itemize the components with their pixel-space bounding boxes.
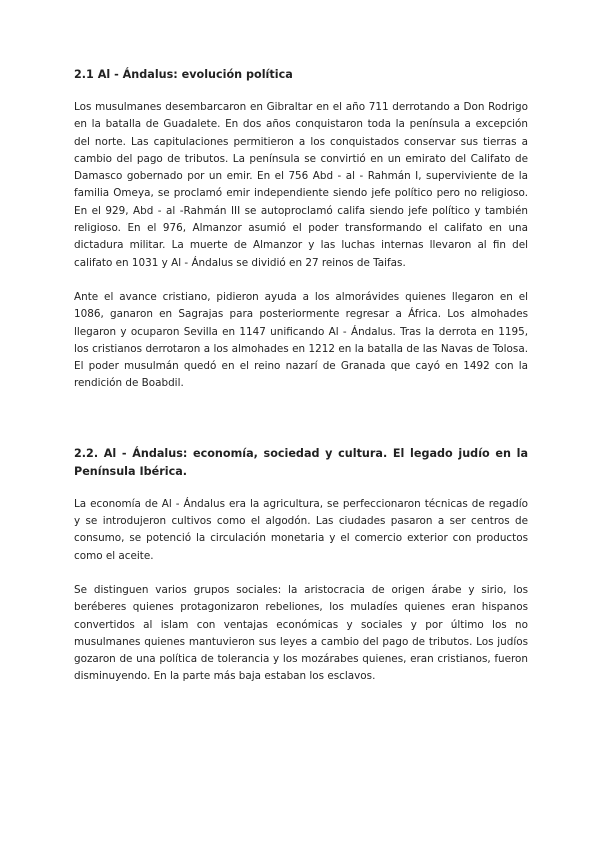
section-2-paragraph-1: La economía de Al - Ándalus era la agricultura, se perfeccionaron técnicas de regadío y se introdujeron cultivos como el algodón. Las ciudades pasaron a ser centros de consumo, se potenció la circulación monetaria y el comercio exterior con productos como el aceite. [74,497,528,562]
section-1-title: 2.1 Al - Ándalus: evolución política [74,68,293,81]
document-page [74,66,528,686]
section-2-title: 2.2. Al - Ándalus: economía, sociedad y cultura. El legado judío en la Península Ibérica. [74,446,528,478]
section-1-paragraph-1: Los musulmanes desembarcaron en Gibraltar en el año 711 derrotando a Don Rodrigo en la batalla de Guadalete. En dos años conquistaron toda la península a excepción del norte. Las capitulaciones permitieron a los conquistados conservar sus tierras a cambio del pago de tributos. La península se convirtió en un emirato del Califato de Damasco gobernado por un emir. En el 756 Abd - al - Rahmán I, superviviente de la familia Omeya, se proclamó emir independiente siendo jefe político pero no religioso. En el 929, Abd - al -Rahmán III se autoproclamó califa siendo jefe político y también religioso. En el 976, Almanzor asumió el poder transformando el califato en una dictadura militar. La muerte de Almanzor y las luchas internas llevaron al fin del califato en 1031 y Al - Ándalus se dividió en 27 reinos de Taifas. [74,101,528,269]
section-1-paragraph-2: Ante el avance cristiano, pidieron ayuda a los almorávides quienes llegaron en el 1086, ganaron en Sagrajas para posteriormente regresar a África. Los almohades llegaron y ocuparon Sevilla en 1147 unificando Al - Ándalus. Tras la derrota en 1195, los cristianos derrotaron a los almohades en 1212 en la batalla de las Navas de Tolosa. El poder musulmán quedó en el reino nazarí de Granada que cayó en 1492 con la rendición de Boabdil. [74,290,528,390]
section-2-paragraph-2: Se distinguen varios grupos sociales: la aristocracia de origen árabe y sirio, los beréberes quienes protagonizaron rebeliones, los muladíes quienes eran hispanos convertidos al islam con ventajas económicas y sociales y por último los no musulmanes quienes mantuvieron sus leyes a cambio del pago de tributos. Los judíos gozaron de una política de tolerancia y los mozárabes quienes, eran cristianos, fueron disminuyendo. En la parte más baja estaban los esclavos. [74,583,528,683]
